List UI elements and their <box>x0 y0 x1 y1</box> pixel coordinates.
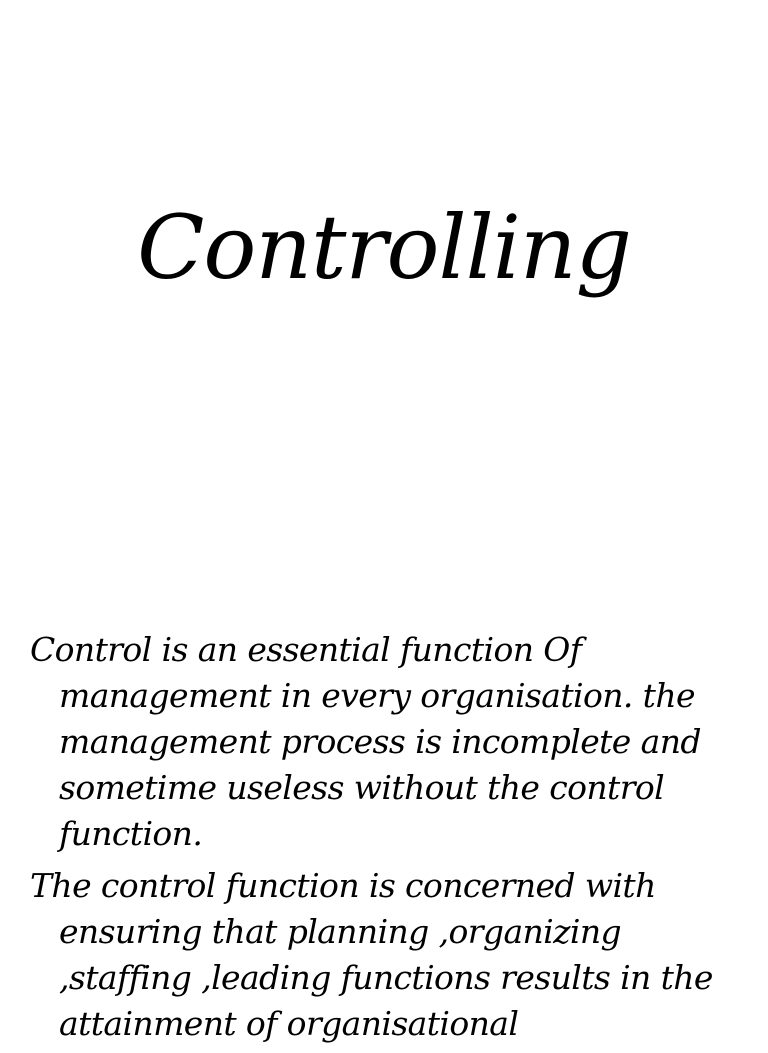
paragraph-control-essential: Control is an essential function Of management in every organisation. the management process is incomplete and sometime useless without the control function. <box>30 630 701 853</box>
paragraph-control-function: The control function is concerned with ensuring that planning ,organizing ,staffing ,leading functions results in the attainment of organisational <box>30 866 713 1043</box>
slide-body <box>30 627 750 1053</box>
slide-title: Controlling <box>137 196 631 299</box>
